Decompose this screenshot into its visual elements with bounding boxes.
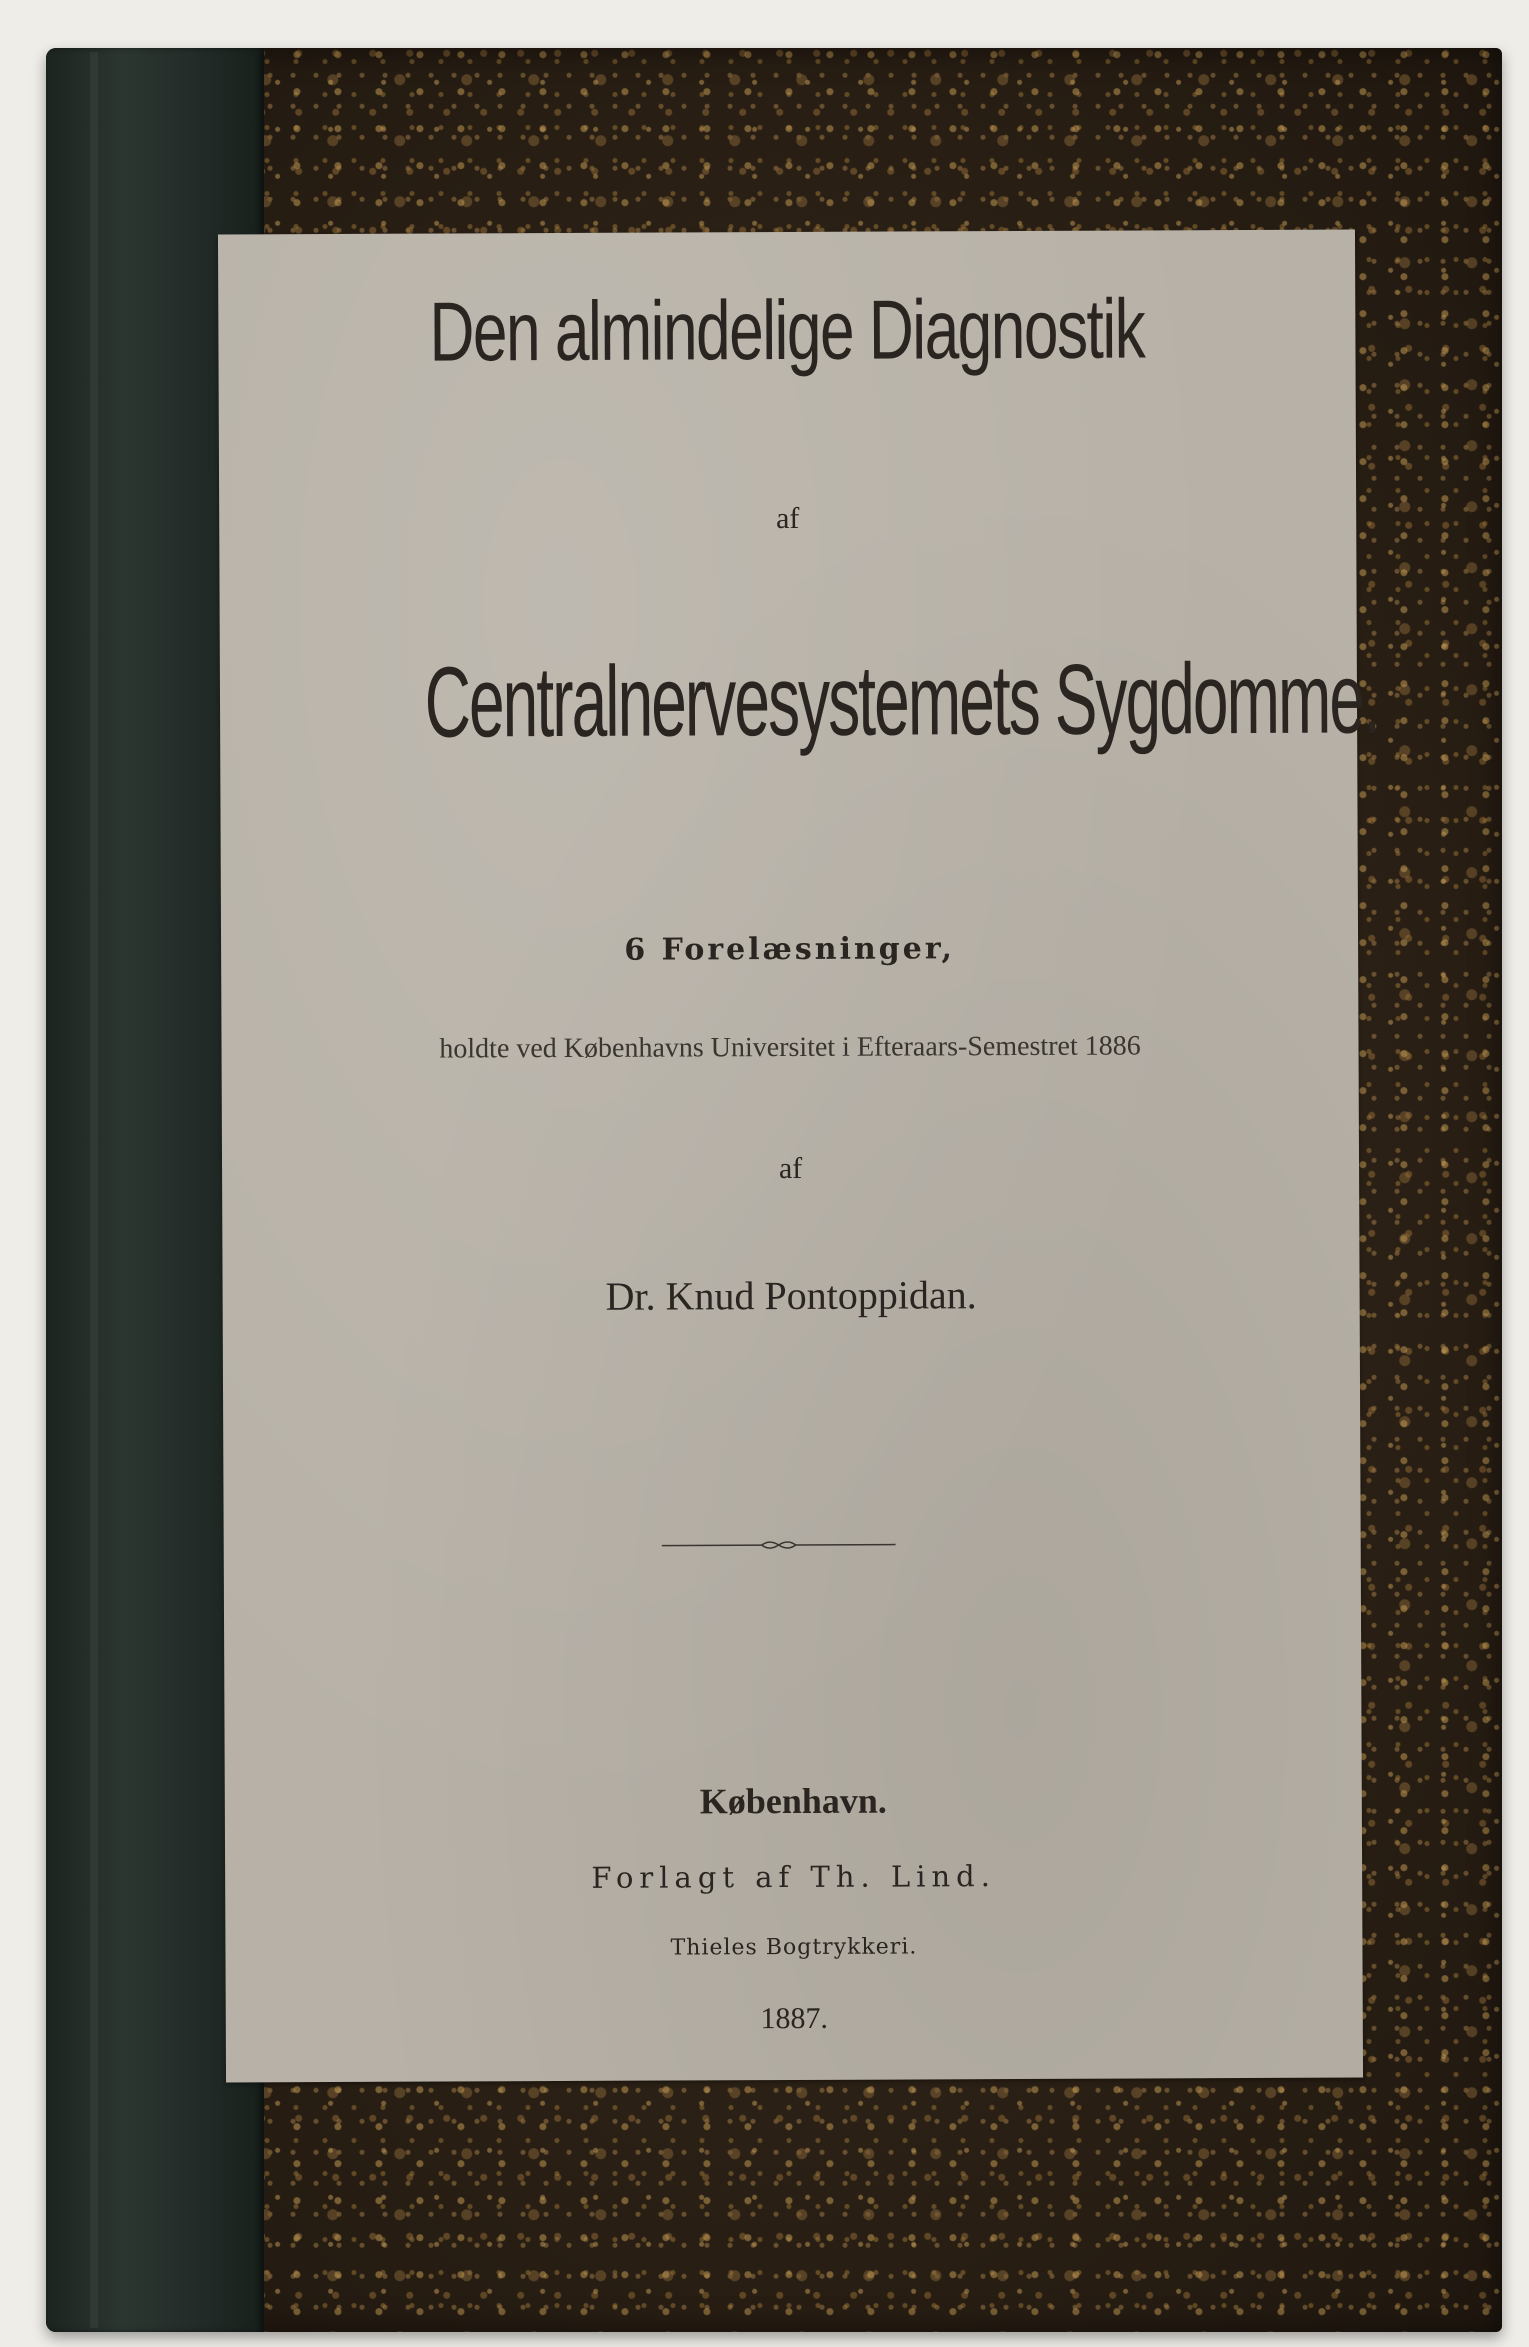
lecture-note: holdte ved Københavns Universitet i Efteraars-Semestret 1886 <box>439 1030 1141 1065</box>
title-line-1: Den almindelige Diagnostik <box>429 281 1145 379</box>
connector-af-1: af <box>775 501 800 536</box>
title-line-2: Centralnervesystemets Sygdomme. <box>424 642 1380 759</box>
ornament-divider-icon <box>662 1538 896 1553</box>
connector-af-2: af <box>778 1151 803 1186</box>
subtitle: 6 Forelæsninger, <box>624 931 955 968</box>
publisher: Forlagt af Th. Lind. <box>591 1859 996 1895</box>
publication-place: København. <box>699 1780 887 1822</box>
author-name: Dr. Knud Pontoppidan. <box>605 1272 977 1319</box>
publication-year: 1887. <box>760 2001 829 2036</box>
cover-label <box>218 230 1380 2083</box>
spine-highlight <box>90 52 98 2328</box>
printer: Thieles Bogtrykkeri. <box>670 1934 918 1961</box>
